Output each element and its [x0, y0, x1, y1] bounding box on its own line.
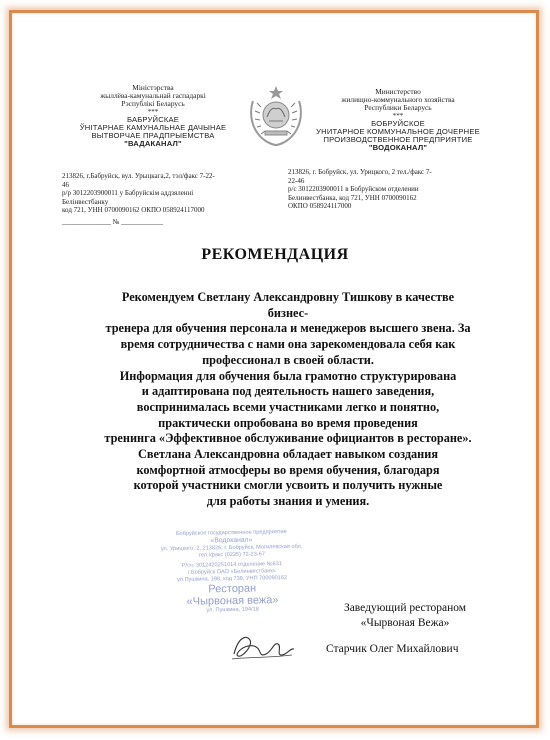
req-line: ОКПО 058924117000 [288, 202, 352, 211]
req-line: р/р 3012203900011 у Бабруйскім аддзяленні [62, 189, 194, 198]
stamp-restaurant-word: Ресторан [208, 582, 257, 596]
body-line: комфортной атмосферы во время обучения, благодаря [136, 462, 440, 477]
ministry-line-1: Міністэрства [132, 83, 174, 92]
org-short: "ВОДОКАНАЛ" [368, 143, 428, 152]
ministry-line-1: Министерство [375, 87, 421, 96]
body-line: Светлана Александровна обладает навыком создания [137, 447, 439, 462]
org-line-3: ВЫТВОРЧАЕ ПРАДПРЫЕМСТВА [91, 131, 215, 140]
body-line: практически опробована во время проведения [158, 415, 418, 430]
header-right [303, 88, 493, 152]
recommendation-body [104, 290, 472, 510]
stamp-restaurant-name: «Чырвоная вежа» [186, 594, 279, 608]
req-line: 46 [62, 180, 69, 189]
org-line-1: БАБРУЙСКАЕ [126, 115, 180, 124]
req-line: Белинвестбанка, код 721, УНН 0700090162 [288, 193, 417, 202]
signatory-title-line-2: «Чырвоная Вежа» [360, 617, 450, 629]
stars: *** [392, 112, 404, 120]
body-line: которой участники смогли усвоить и получить нужные [133, 478, 443, 493]
org-line-3: ПРОИЗВОДСТВЕННОЕ ПРЕДПРИЯТИЕ [323, 135, 473, 144]
signatory-title-line-1: Заведующий рестораном [343, 602, 467, 614]
ministry-line-2: жилищно-коммунального хозяйства [341, 95, 455, 104]
ministry-line-3: Рэспублікі Беларусь [121, 99, 185, 108]
body-line: профессионал в своей области. [202, 352, 374, 367]
body-line: Информация для обучения была грамотно структурирована [119, 368, 457, 383]
ministry-line-3: Республики Беларусь [364, 103, 432, 112]
organization-stamp [147, 529, 316, 616]
stamp-line: Бобруйское государственное предприятие [175, 529, 287, 537]
requisites-left [62, 172, 252, 227]
req-line: Белінвестбанку [62, 197, 109, 206]
req-line: код 721, УНН 0700090162 ОКПО 058924117000 [62, 206, 205, 215]
body-line: время сотрудничества с нами она зарекомендовала себя как [120, 337, 456, 352]
org-line-2: ЎНІТАРНАЕ КАМУНАЛЬНАЕ ДАЧЫНАЕ [79, 123, 227, 132]
req-line: р/с 3012203900011 в Бобруйском отделении [288, 185, 419, 194]
header-left [58, 84, 248, 148]
handwritten-signature [228, 628, 298, 664]
stars: *** [147, 108, 159, 116]
signatory-title [305, 601, 505, 631]
body-line: Рекомендуем Светлану Александровну Тишкову в качестве бизнес- [121, 290, 455, 320]
stamp-line: «Водоканал» [210, 536, 253, 545]
body-line: тренера для обучения персонала и менеджеров высшего звена. За [105, 321, 471, 336]
stamp-line: ул. Урицкого, 2, 213826, г. Бобруйск, Могилевская обл. [160, 543, 303, 553]
body-line: тренинга «Эффективное обслуживание официантов в ресторане». [104, 431, 472, 446]
document-title: РЕКОМЕНДАЦИЯ [201, 246, 349, 263]
stamp-line: тел./факс (0225) 72-23-67 [198, 551, 266, 559]
body-line: воспринималась всеми участниками легко и понятно, [136, 399, 440, 414]
stamp-line: г.Бобруйск ОАО «Белинвестбанк» [188, 568, 276, 576]
body-line: для работы знания и умения. [206, 494, 370, 509]
requisites-right [288, 168, 488, 211]
stamp-address: ул. Пушкина, 194/18 [206, 606, 259, 614]
req-line: 213826, г.Бабруйск, вул. Урыцкага,2, тэл/факс 7-22- [62, 172, 215, 180]
org-line-2: УНИТАРНОЕ КОММУНАЛЬНОЕ ДОЧЕРНЕЕ [316, 127, 480, 136]
req-line: 22-46 [288, 176, 305, 185]
org-short: "ВАДАКАНАЛ" [124, 139, 182, 148]
ministry-line-2: жыллёва-камунальнай гаспадаркі [100, 91, 206, 100]
stamp-line: Р/сч. 3012420251014 отделение №831 [181, 561, 283, 569]
body-line: и адаптирована под деятельность нашего заведения, [141, 384, 435, 399]
number-line: ______________ № ____________ [62, 217, 164, 226]
req-line: 213826, г. Бобруйск, ул. Урицкого, 2 тел./факс 7- [288, 168, 432, 176]
signatory-name: Старчик Олег Михайлович [326, 643, 459, 655]
org-line-1: БОБРУЙСКОЕ [371, 119, 425, 128]
coat-of-arms-emblem [245, 83, 307, 149]
stamp-line: ул.Пушкина, 198, код 739, УНП 700090162 [177, 575, 288, 583]
